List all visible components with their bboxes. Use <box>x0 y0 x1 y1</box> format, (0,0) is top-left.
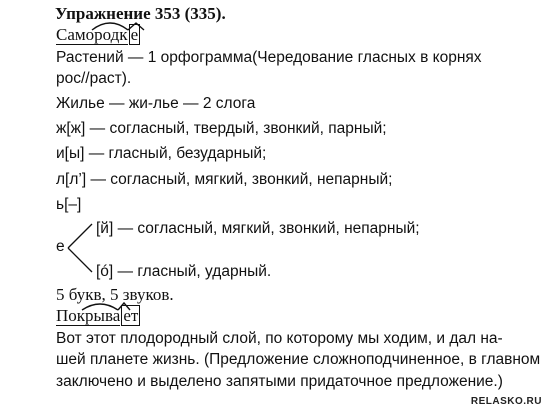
text-rastenii: Растений — 1 орфограмма(Чередование гласных в корнях <box>56 49 482 66</box>
text-zh: ж[ж] — согласный, твердый, звонкий, парный; <box>56 120 387 137</box>
word-pokryvaet-suffix: ет <box>123 306 139 325</box>
word-samorodke <box>56 25 140 45</box>
e-branch-upper: [й] — согласный, мягкий, звонкий, непарный; <box>96 220 420 237</box>
word-pokryvaet-base: Покрыва <box>56 306 121 325</box>
text-soft-sign: ь[–] <box>56 196 82 213</box>
text-zhilye: Жилье — жи-лье — 2 слога <box>56 95 256 112</box>
para-line-3: заключено и выделено запятыми придаточное предложение.) <box>56 373 503 390</box>
word-samorodke-ending: е <box>130 25 139 44</box>
e-branch-lower: [ó] — гласный, ударный. <box>96 263 272 280</box>
para-line-1: Вот этот плодородный слой, по которому мы ходим, и дал на- <box>56 330 503 347</box>
text-i: и[ы] — гласный, безударный; <box>56 145 267 162</box>
word-samorodke-base: Самородк <box>56 25 128 44</box>
word-pokryvaet <box>56 306 140 326</box>
exercise-title: Упражнение 353 (335). <box>55 4 226 23</box>
text-ros: рос//раст). <box>56 70 132 87</box>
letter-e: е <box>56 238 65 255</box>
summary-text: 5 букв, 5 звуков. <box>56 285 174 304</box>
text-l: л[л’] — согласный, мягкий, звонкий, непарный; <box>56 171 393 188</box>
watermark: RELASKO.RU <box>470 396 542 407</box>
para-line-2: шей планете жизнь. (Предложение сложноподчиненное, в главном <box>56 351 541 368</box>
